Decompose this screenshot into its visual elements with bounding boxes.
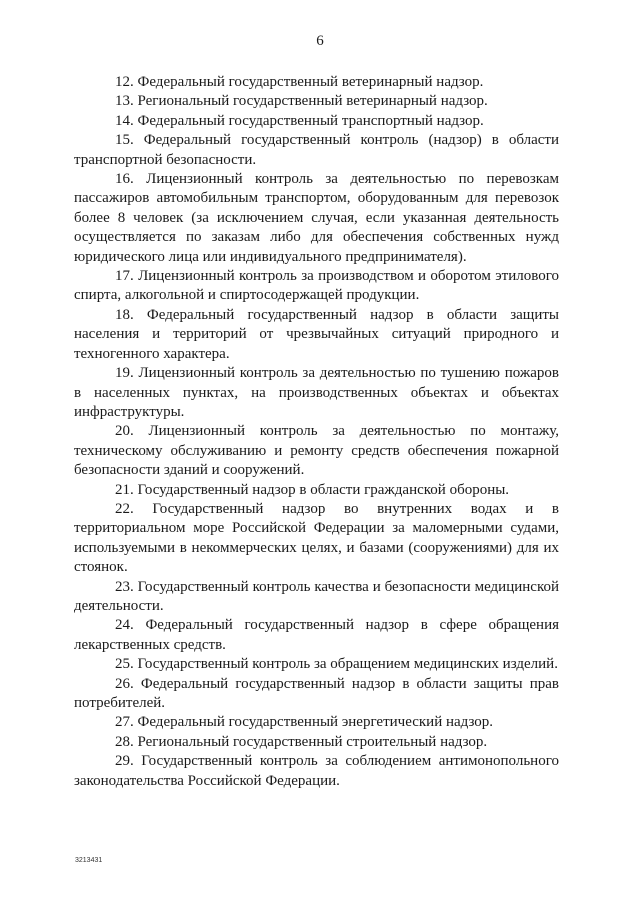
page-number: 6 — [316, 33, 324, 49]
list-item: 13. Региональный государственный ветеринарный надзор. — [115, 93, 488, 110]
list-item: 29. Государственный контроль за соблюдением антимонопольного законодательства Российской Федерации. — [74, 753, 559, 789]
document-code: 3213431 — [75, 857, 103, 864]
list-item: 20. Лицензионный контроль за деятельностью по монтажу, техническому обслуживанию и ремонту средств обеспечения пожарной безопасности зданий и сооружений. — [74, 423, 559, 479]
list-item: 12. Федеральный государственный ветеринарный надзор. — [115, 74, 484, 90]
list-item: 27. Федеральный государственный энергетический надзор. — [115, 714, 494, 731]
list-item: 23. Государственный контроль качества и безопасности медицинской деятельности. — [74, 578, 559, 614]
list-item: 15. Федеральный государственный контроль (надзор) в области транспортной безопасности. — [74, 132, 559, 168]
list-item: 26. Федеральный государственный надзор в области защиты прав потребителей. — [74, 675, 559, 711]
document-body — [74, 73, 559, 791]
list-item: 28. Региональный государственный строительный надзор. — [115, 733, 488, 750]
list-item: 17. Лицензионный контроль за производством и оборотом этилового спирта, алкогольной и спиртосодержащей продукции. — [74, 268, 559, 304]
list-item: 24. Федеральный государственный надзор в сфере обращения лекарственных средств. — [74, 617, 559, 653]
list-item: 19. Лицензионный контроль за деятельностью по тушению пожаров в населенных пунктах, на производственных объектах и объектах инфраструктуры. — [74, 365, 559, 420]
list-item: 16. Лицензионный контроль за деятельностью по перевозкам пассажиров автомобильным транспортом, оборудованным для перевозок более 8 человек (за исключением случая, если указанная деятельность осуществляется по заказам либо для обеспечения собственных нужд юридического лица или индивидуального предпринимателя). — [74, 171, 559, 265]
list-item: 14. Федеральный государственный транспортный надзор. — [115, 112, 484, 129]
list-item: 22. Государственный надзор во внутренних водах и в территориальном море Российской Федерации за маломерными судами, используемыми в некоммерческих целях, и базами (сооружениями) для их стоянок. — [74, 500, 559, 576]
list-item: 25. Государственный контроль за обращением медицинских изделий. — [115, 656, 558, 673]
list-item: 21. Государственный надзор в области гражданской обороны. — [115, 481, 510, 498]
list-item: 18. Федеральный государственный надзор в области защиты населения и территорий от чрезвычайных ситуаций природного и техногенного характера. — [74, 306, 559, 362]
